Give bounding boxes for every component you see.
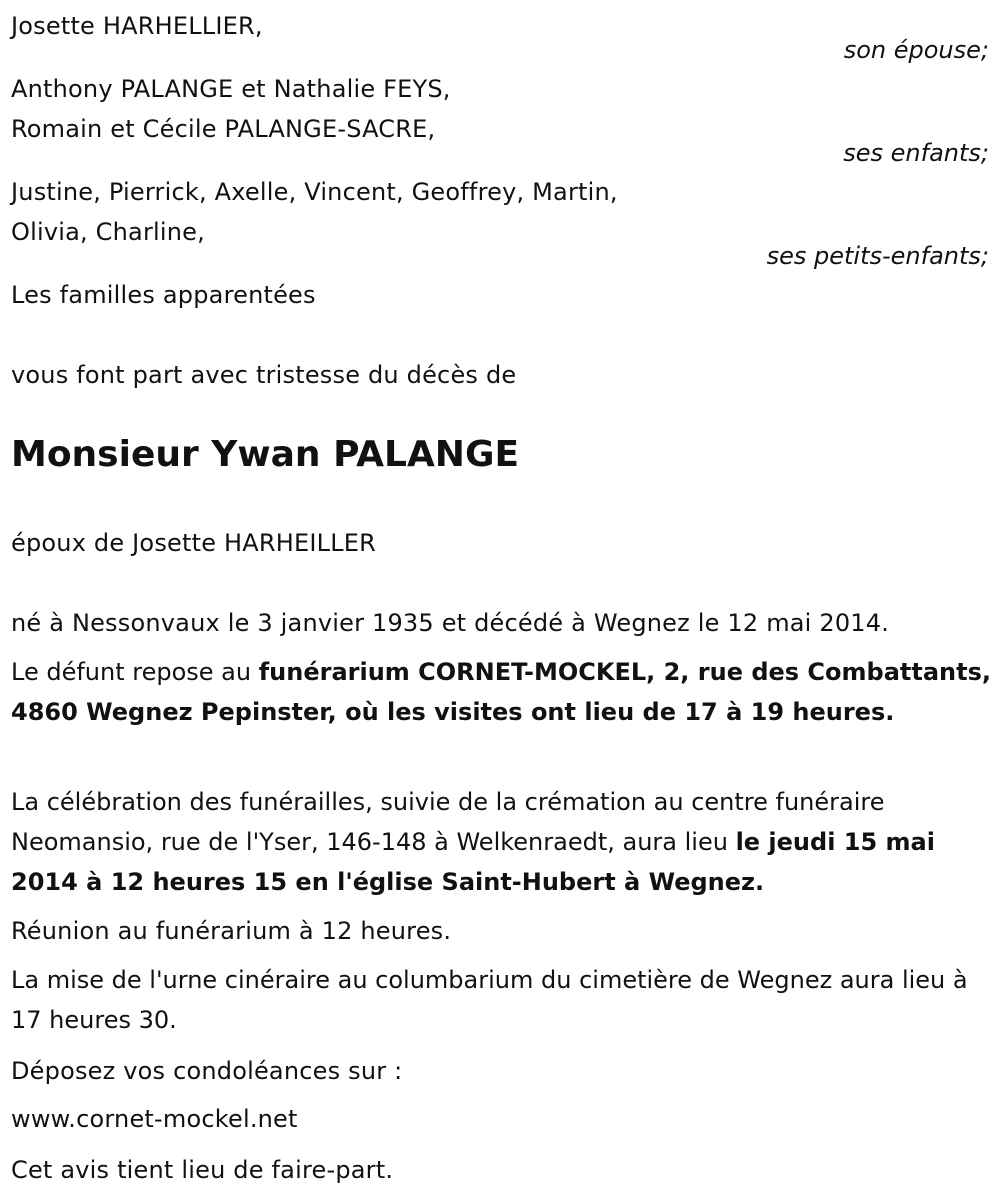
spouse-of-line: époux de Josette HARHEILLER xyxy=(11,529,377,557)
grandchildren-line-1: Justine, Pierrick, Axelle, Vincent, Geoffrey, Martin, xyxy=(11,178,618,206)
reunion-line: Réunion au funérarium à 12 heures. xyxy=(11,917,452,945)
website-link[interactable]: www.cornet-mockel.net xyxy=(11,1105,298,1133)
children-line-1: Anthony PALANGE et Nathalie FEYS, xyxy=(11,75,451,103)
spouse-name: Josette HARHELLIER, xyxy=(11,12,263,40)
children-role: ses enfants; xyxy=(843,139,989,167)
ceremony-paragraph xyxy=(11,782,991,902)
repose-location: funérarium CORNET-MOCKEL, 2, rue des Combattants, 4860 Wegnez Pepinster, où les visites ont lieu de 17 à 19 heures. xyxy=(11,658,992,726)
birth-death-line: né à Nessonvaux le 3 janvier 1935 et décédé à Wegnez le 12 mai 2014. xyxy=(11,609,890,637)
urn-paragraph: La mise de l'urne cinéraire au columbarium du cimetière de Wegnez aura lieu à 17 heures 30. xyxy=(11,966,968,1034)
announcement-intro: vous font part avec tristesse du décès de xyxy=(11,361,517,389)
repose-paragraph xyxy=(11,652,991,732)
ceremony-date-place: le jeudi 15 mai 2014 à 12 heures 15 en l'église Saint-Hubert à Wegnez. xyxy=(11,828,935,896)
closing-line: Cet avis tient lieu de faire-part. xyxy=(11,1156,394,1184)
children-line-2: Romain et Cécile PALANGE-SACRE, xyxy=(11,115,436,143)
repose-prefix: Le défunt repose au xyxy=(11,658,259,686)
condolences-line: Déposez vos condoléances sur : xyxy=(11,1057,403,1085)
grandchildren-line-2: Olivia, Charline, xyxy=(11,218,205,246)
relatives-line: Les familles apparentées xyxy=(11,281,316,309)
ceremony-prefix: La célébration des funérailles, suivie de la crémation au centre funéraire Neomansio, rue de l'Yser, 146-148 à Welkenraedt, aura lieu xyxy=(11,788,885,856)
deceased-name: Monsieur Ywan PALANGE xyxy=(11,434,520,475)
spouse-role: son épouse; xyxy=(843,36,989,64)
grandchildren-role: ses petits-enfants; xyxy=(766,242,989,270)
